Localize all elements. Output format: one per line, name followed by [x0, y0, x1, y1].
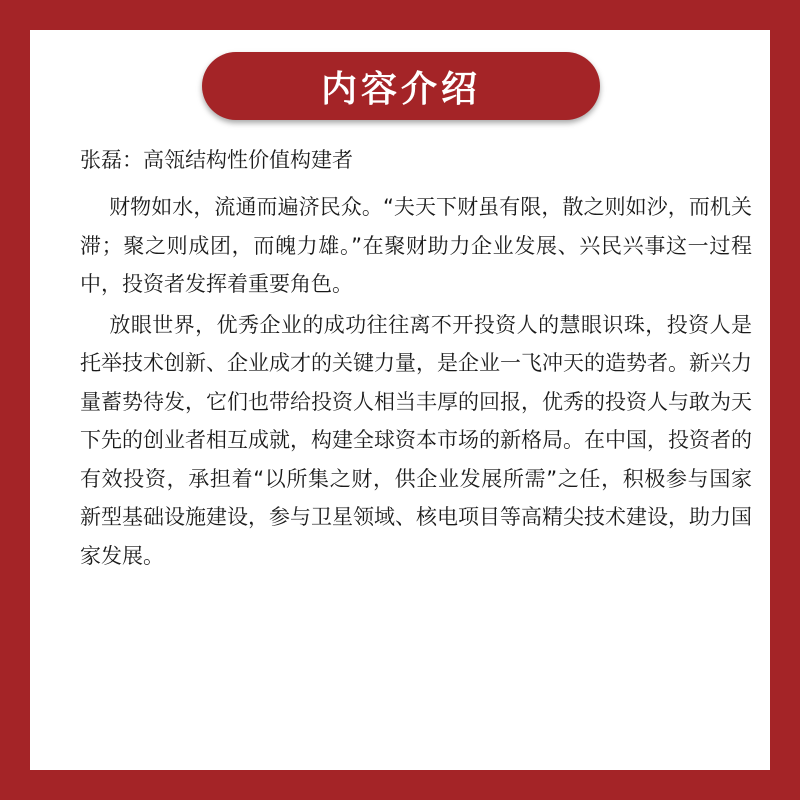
- article-body: [80, 142, 752, 575]
- section-title: 内容介绍: [320, 68, 481, 110]
- article-paragraph-2: [80, 306, 752, 576]
- section-title-banner: [202, 52, 600, 120]
- paragraph-2-text: 放眼世界，优秀企业的成功往往离不开投资人的慧眼识珠，投资人是托举技术创新、企业成才的关键力量，是企业一飞冲天的造势者。新兴力量蓄势待发，它们也带给投资人相当丰厚的回报，优秀的投资人与敢为天下先的创业者相互成就，构建全球资本市场的新格局。在中国，投资者的有效投资，承担着“以所集之财，供企业发展所需”之任，积极参与国家新型基础设施建设，参与卫星领域、核电项目等高精尖技术建设，助力国家发展。: [80, 312, 752, 568]
- paragraph-1-text: 财物如水，流通而遍济民众。“夫天下财虽有限，散之则如沙，而机关滞；聚之则成团，而魄力雄。”在聚财助力企业发展、兴民兴事这一过程中，投资者发挥着重要角色。: [80, 195, 752, 296]
- article-byline: 张磊：高瓴结构性价值构建者: [80, 148, 353, 172]
- article-paragraph-1: [80, 188, 752, 304]
- content-panel: [30, 30, 770, 770]
